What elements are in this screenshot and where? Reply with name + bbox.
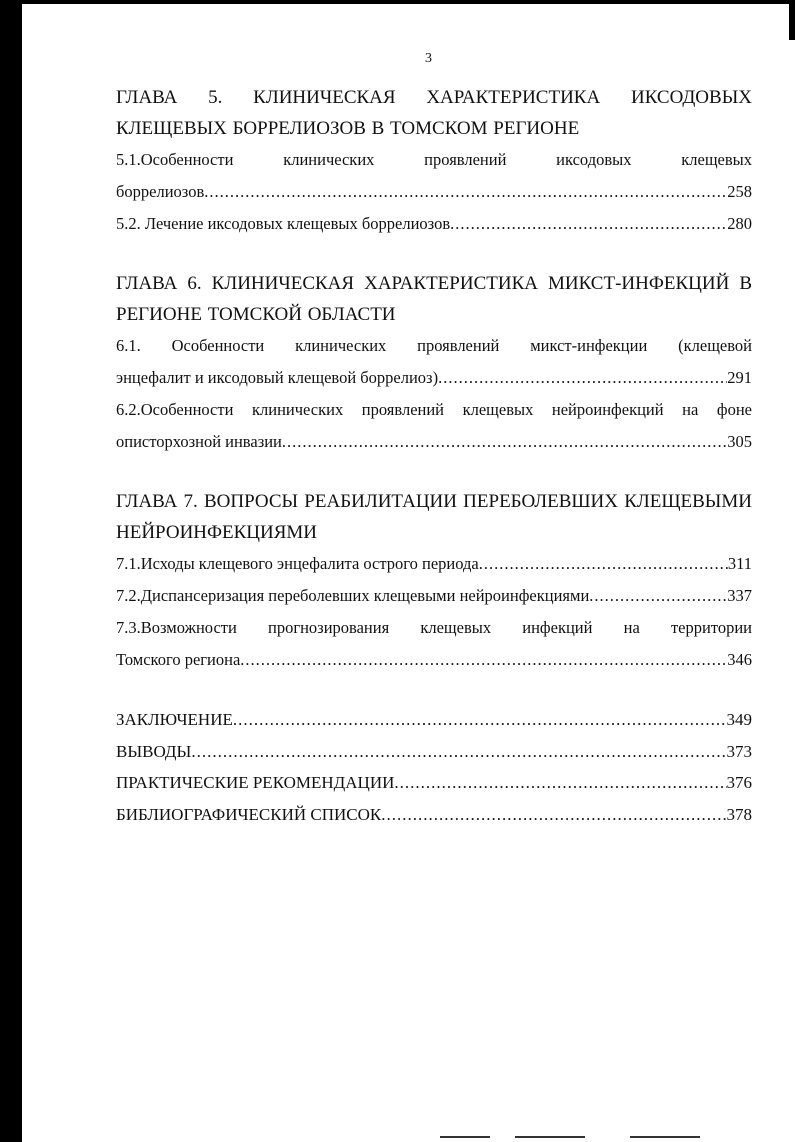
scan-border-right (789, 0, 795, 40)
scan-border-left (0, 0, 22, 1142)
toc-page-number: 280 (727, 214, 752, 233)
toc-entry[interactable] (116, 176, 752, 208)
toc-entry-text: описторхозной инвазии (116, 432, 282, 451)
page-number: 3 (425, 51, 432, 66)
toc-entry-text: 6.1. Особенности клинических проявлений микст-инфекции (клещевой (116, 336, 752, 355)
chapter-title-line: ГЛАВА 5. КЛИНИЧЕСКАЯ ХАРАКТЕРИСТИКА ИКСОДОВЫХ (116, 87, 752, 108)
toc-page-number: 305 (727, 432, 752, 451)
chapter-6 (116, 268, 752, 458)
dot-leader (438, 362, 727, 394)
toc-entry[interactable] (116, 736, 752, 768)
dot-leader (191, 736, 726, 768)
toc-page-number: 311 (727, 554, 752, 573)
dot-leader (240, 644, 727, 676)
toc-entry[interactable] (116, 362, 752, 394)
chapter-title-line: РЕГИОНЕ ТОМСКОЙ ОБЛАСТИ (116, 304, 396, 325)
toc-entry[interactable] (116, 799, 752, 831)
toc-entry-text: Томского региона (116, 650, 241, 669)
dot-leader (381, 799, 726, 831)
toc-entry[interactable] (116, 208, 752, 240)
toc-page-number: 291 (727, 368, 752, 387)
toc-entry[interactable] (116, 704, 752, 736)
toc-entry-text: 7.3.Возможности прогнозирования клещевых инфекций на территории (116, 618, 752, 637)
toc-page-number: 258 (727, 182, 752, 201)
chapter-title-line: ГЛАВА 6. КЛИНИЧЕСКАЯ ХАРАКТЕРИСТИКА МИКСТ-ИНФЕКЦИЙ В (116, 273, 752, 294)
dot-leader (282, 426, 727, 458)
dot-leader (233, 704, 727, 736)
toc-page-number: 349 (726, 710, 752, 729)
toc-entry-text: 7.2.Диспансеризация переболевших клещевыми нейроинфекциями (116, 586, 590, 605)
chapter-title-line: НЕЙРОИНФЕКЦИЯМИ (116, 522, 318, 543)
scan-artifact (515, 1136, 585, 1138)
toc-entry-text: энцефалит и иксодовый клещевой боррелиоз) (116, 368, 439, 387)
toc-entry-text: ЗАКЛЮЧЕНИЕ (116, 710, 233, 729)
toc-entry[interactable] (116, 580, 752, 612)
dot-leader (479, 548, 728, 580)
toc-entry-text: 7.1.Исходы клещевого энцефалита острого периода (116, 554, 479, 573)
toc-entry-text: 5.1.Особенности клинических проявлений иксодовых клещевых (116, 150, 752, 169)
chapter-title-line: ГЛАВА 7. ВОПРОСЫ РЕАБИЛИТАЦИИ ПЕРЕБОЛЕВШИХ КЛЕЩЕВЫМИ (116, 491, 752, 512)
scan-artifact (440, 1136, 490, 1138)
toc-page-number: 376 (726, 773, 752, 792)
toc-page-number: 337 (727, 586, 752, 605)
dot-leader (589, 580, 727, 612)
scan-artifact (630, 1136, 700, 1138)
toc-page-number: 378 (726, 804, 752, 824)
toc-entry-text: 6.2.Особенности клинических проявлений клещевых нейроинфекций на фоне (116, 400, 752, 419)
toc-entry-text: 5.2. Лечение иксодовых клещевых боррелиозов (116, 214, 451, 233)
dot-leader (394, 767, 726, 799)
toc-entry-text: ПРАКТИЧЕСКИЕ РЕКОМЕНДАЦИИ (116, 773, 395, 792)
dot-leader (450, 208, 727, 240)
toc-entry-text: ВЫВОДЫ (116, 741, 192, 761)
toc-entry[interactable] (116, 767, 752, 799)
final-sections (116, 704, 752, 830)
toc-entry[interactable] (116, 644, 752, 676)
toc-entry-text: боррелиозов (116, 182, 205, 201)
toc-page-number: 373 (726, 741, 752, 761)
chapter-5 (116, 82, 752, 240)
toc-entry[interactable] (116, 548, 752, 580)
toc-entry[interactable] (116, 426, 752, 458)
chapter-7 (116, 486, 752, 676)
toc-entry-text: БИБЛИОГРАФИЧЕСКИЙ СПИСОК (116, 804, 382, 824)
dot-leader (204, 176, 727, 208)
scan-border-top (0, 0, 795, 4)
chapter-title-line: КЛЕЩЕВЫХ БОРРЕЛИОЗОВ В ТОМСКОМ РЕГИОНЕ (116, 118, 580, 139)
toc-page-number: 346 (727, 650, 752, 669)
table-of-contents (116, 82, 752, 830)
